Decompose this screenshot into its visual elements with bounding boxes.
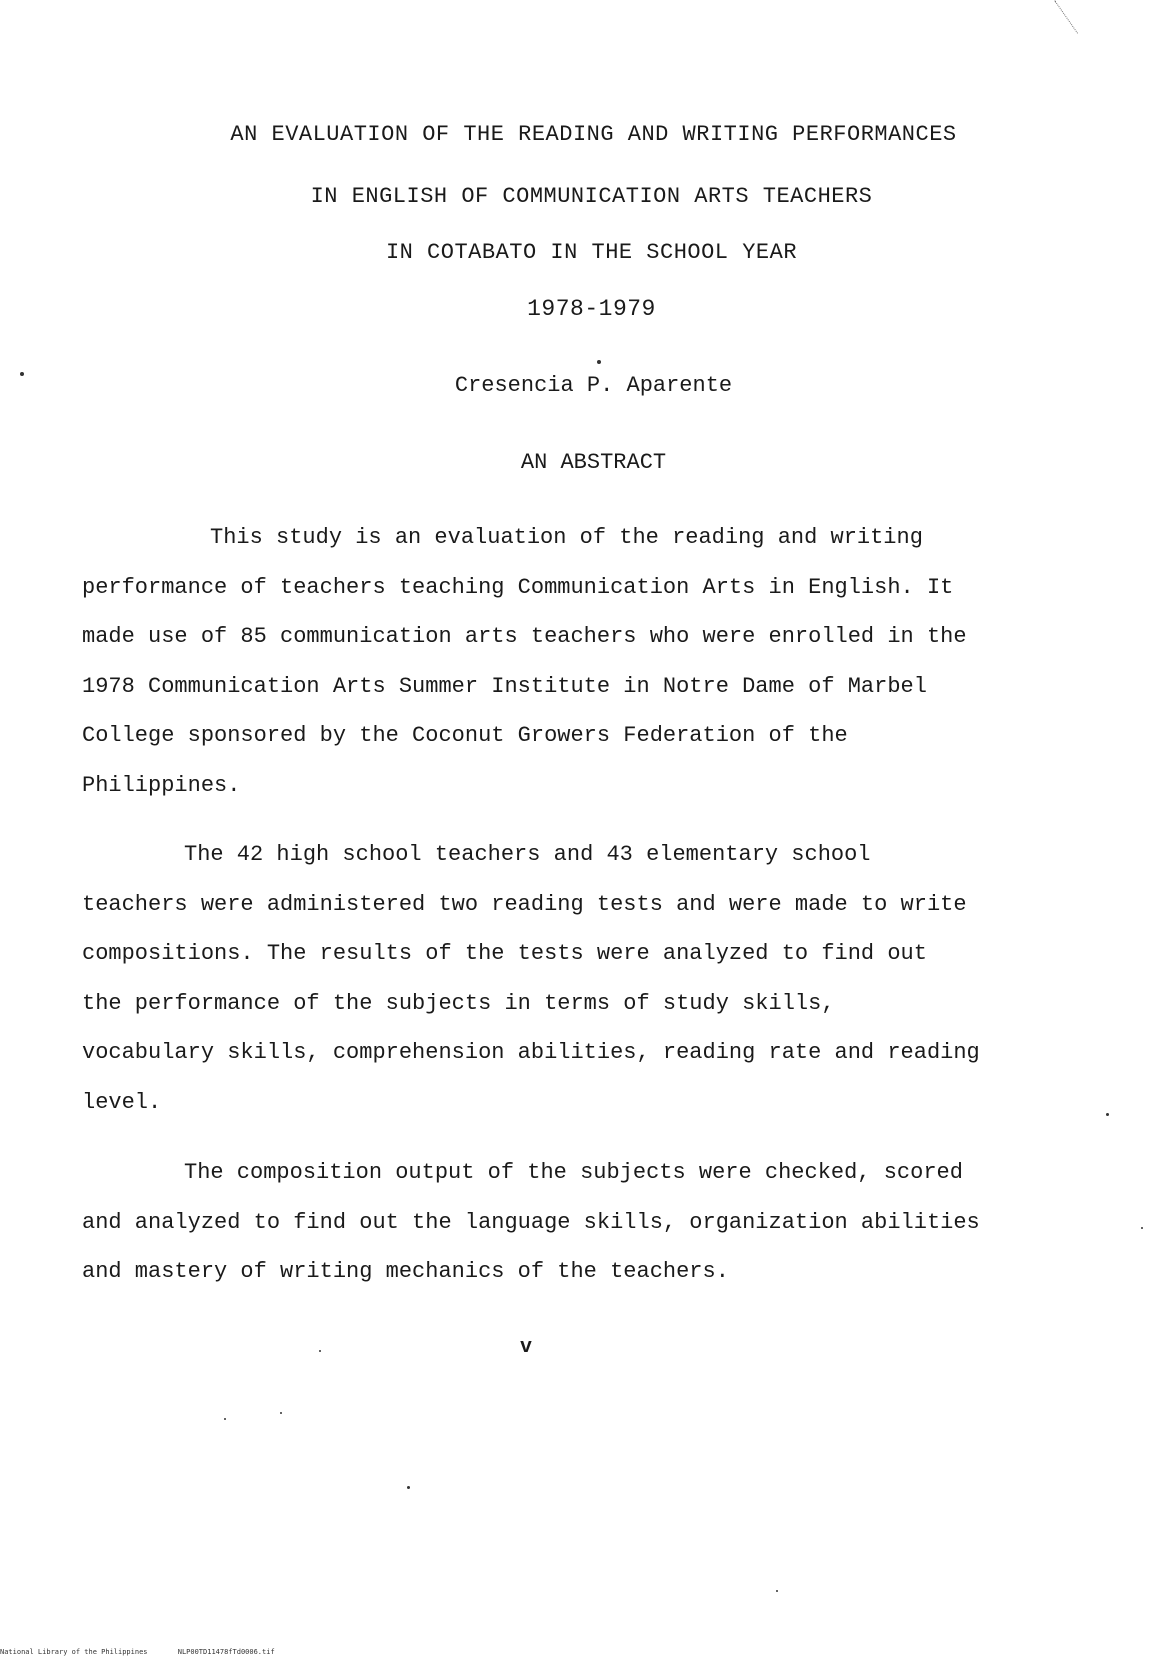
- paragraph-line: compositions. The results of the tests were analyzed to find out: [82, 941, 927, 966]
- paragraph-line: vocabulary skills, comprehension abilities, reading rate and reading: [82, 1040, 980, 1065]
- scan-speck: [1106, 1113, 1109, 1116]
- title-line-2: IN ENGLISH OF COMMUNICATION ARTS TEACHERS: [310, 184, 873, 209]
- page-number: v: [520, 1336, 533, 1359]
- scan-speck: [407, 1486, 410, 1489]
- abstract-paragraph-1: [82, 513, 1002, 810]
- scan-speck: [319, 1350, 321, 1352]
- paragraph-line: The 42 high school teachers and 43 elementary school: [184, 842, 871, 867]
- scan-mark: [1054, 0, 1079, 34]
- paragraph-line: 1978 Communication Arts Summer Institute in Notre Dame of Marbel: [82, 673, 927, 699]
- paragraph-line: the performance of the subjects in terms of study skills,: [82, 990, 835, 1016]
- scan-speck: [597, 360, 601, 364]
- scan-speck: [776, 1590, 778, 1592]
- title-line-3: IN COTABATO IN THE SCHOOL YEAR: [385, 240, 798, 265]
- paragraph-line: performance of teachers teaching Communication Arts in English. It: [82, 574, 954, 600]
- paragraph-line: and analyzed to find out the language skills, organization abilities: [82, 1209, 980, 1235]
- paragraph-line: and mastery of writing mechanics of the teachers.: [82, 1259, 729, 1284]
- paragraph-line: This study is an evaluation of the reading and writing: [210, 525, 923, 550]
- paragraph-line: Philippines.: [82, 772, 241, 798]
- paragraph-line: level.: [82, 1089, 162, 1115]
- scan-speck: [20, 372, 24, 376]
- footer-library: National Library of the Philippines: [0, 1648, 148, 1656]
- paragraph-line: The composition output of the subjects were checked, scored: [184, 1160, 963, 1185]
- author-name: Cresencia P. Aparente: [454, 373, 733, 398]
- abstract-paragraph-3: [82, 1148, 1002, 1297]
- paragraph-line: College sponsored by the Coconut Growers Federation of the: [82, 723, 848, 748]
- paragraph-line: teachers were administered two reading tests and were made to write: [82, 891, 967, 917]
- abstract-heading: AN ABSTRACT: [520, 450, 667, 475]
- scan-speck: [224, 1418, 226, 1420]
- scan-footer: [0, 1648, 301, 1656]
- footer-file: NLP00TD11478fTd0006.tif: [177, 1648, 275, 1656]
- abstract-paragraph-2: [82, 830, 1002, 1127]
- scan-speck: [1141, 1227, 1143, 1229]
- scan-speck: [280, 1412, 282, 1414]
- title-year: 1978-1979: [527, 296, 656, 322]
- title-line-1: AN EVALUATION OF THE READING AND WRITING PERFORMANCES: [230, 122, 957, 147]
- paragraph-line: made use of 85 communication arts teachers who were enrolled in the: [82, 624, 967, 649]
